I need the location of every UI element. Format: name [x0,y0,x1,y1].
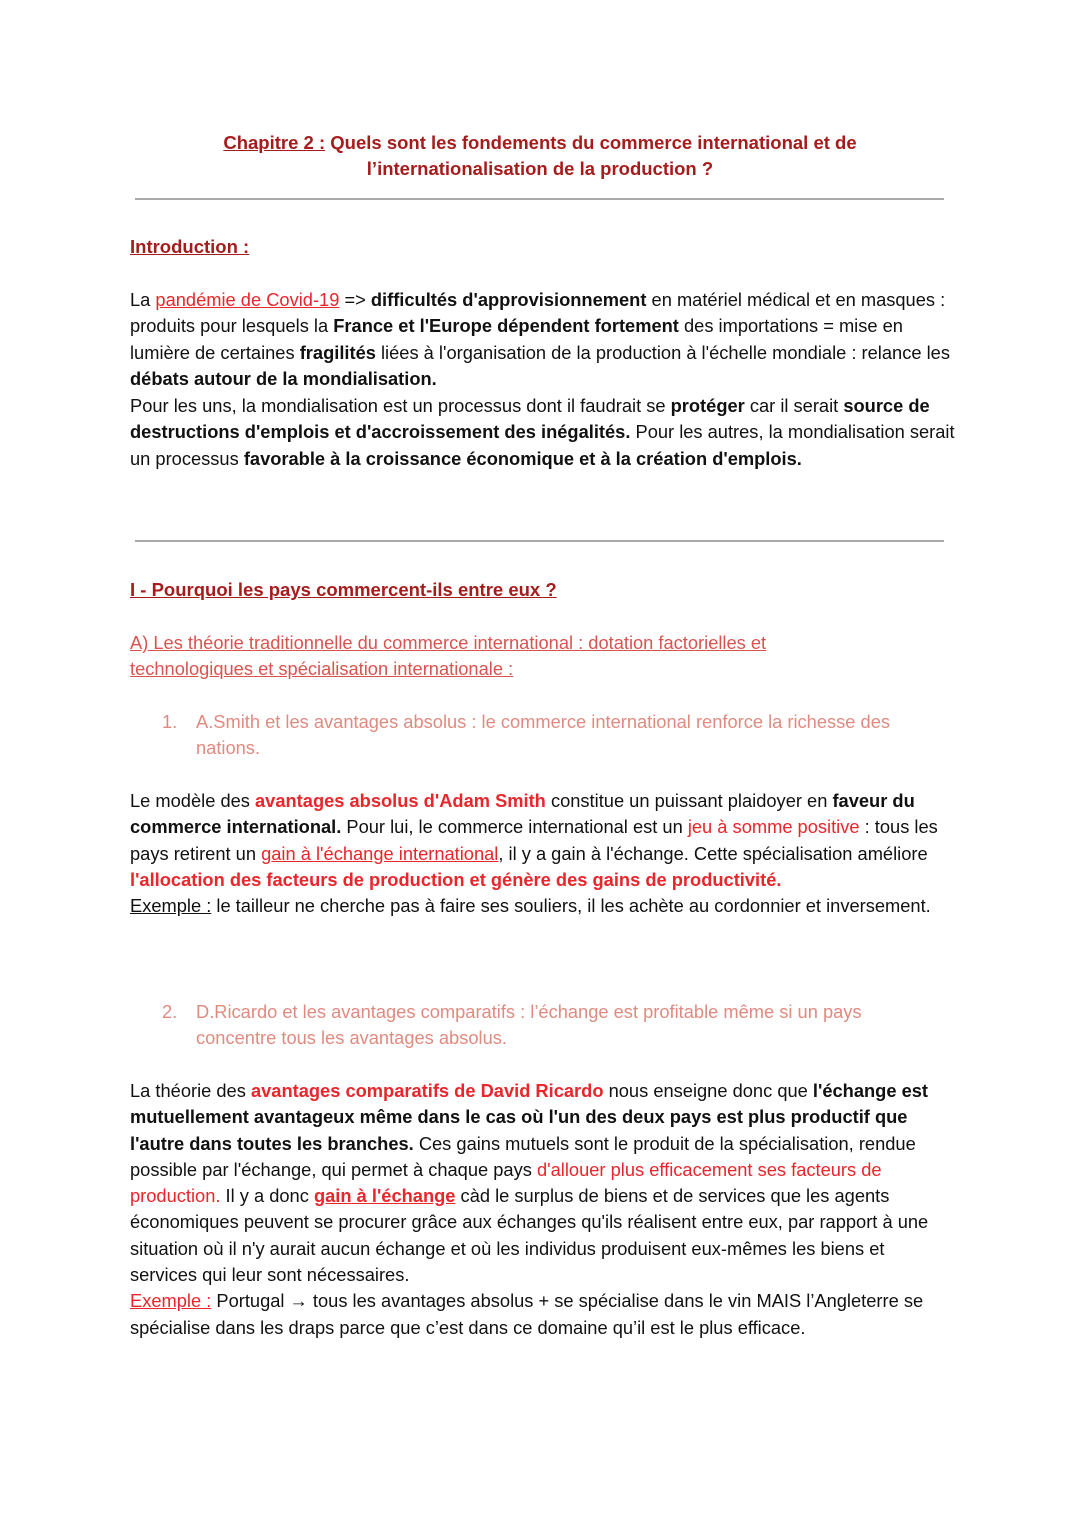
bold-text: France et l'Europe dépendent fortement [333,315,679,337]
text-run: des importations = mise en lumière de certaines [130,315,903,363]
chapter-label: Chapitre 2 : [223,132,326,153]
subsection-a-line1: A) Les théorie traditionnelle du commerce international : dotation factorielles et [130,632,767,653]
subsection-a-heading [130,630,910,683]
example-text: Portugal → tous les avantages absolus + se spécialise dans le vin MAIS l’Angleterre se spécialise dans les draps parce que c’est dans ce domaine qu’il est le plus efficace. [130,1290,924,1338]
text-run: en matériel médical et en masques : produits pour lesquels la [130,289,946,337]
introduction-heading: Introduction : [130,236,250,257]
text-run: Le modèle des [130,790,256,811]
smith-paragraph [130,788,955,919]
highlight-link: gain à l'échange [313,1185,456,1207]
text-run: càd le surplus de biens et de services que les agents économiques peuvent se procurer grâce aux échanges qu'ils réalisent entre eux, par rapport à une situation où il n'y aurait aucun échange et où les individus produisent eux-mêmes les biens et services qui leur sont nécessaires. [130,1185,929,1286]
text-run: Pour les autres, la mondialisation serait un processus [130,421,955,469]
example-label: Exemple : [130,895,212,917]
bold-text: faveur du commerce international. [130,790,915,838]
highlight-link: gain à l'échange international [261,842,499,864]
text-run: Il y a donc [220,1185,314,1207]
text-run: car il serait [744,395,844,416]
chapter-title-line2: l’internationalisation de la production ? [366,158,714,179]
highlight-text: d'allouer plus efficacement ses facteurs de production. [130,1158,882,1207]
bold-text: fragilités [299,341,376,363]
text-run: Pour les uns, la mondialisation est un processus dont il faudrait se [130,395,671,416]
text-run: , il y a gain à l'échange. Cette spécialisation améliore [498,842,928,864]
text-run: nous enseigne donc que [603,1080,813,1101]
introduction-paragraph-2 [130,393,955,472]
chapter-title [130,130,950,182]
divider [135,540,944,542]
list-number: 2. [162,1001,178,1022]
text-run: : tous les pays retirent un [130,816,938,864]
text-run: constitue un puissant plaidoyer en [545,790,833,811]
text-run: Pour lui, le commerce international est un [341,816,688,838]
bold-text: protéger [670,395,745,416]
text-run: Ces gains mutuels sont le produit de la spécialisation, rendue possible par l'échange, qui permet à chaque pays [130,1132,916,1180]
text-run: => [339,289,371,310]
highlight-bold-text: avantages absolus d'Adam Smith [255,790,546,811]
list-item-ricardo [162,999,942,1052]
list-item-text: A.Smith et les avantages absolus : le commerce international renforce la richesse des nations. [196,711,891,759]
list-item-text: D.Ricardo et les avantages comparatifs : l’échange est profitable même si un pays concentre tous les avantages absolus. [196,1001,862,1049]
text-run: liées à l'organisation de la production à l'échelle mondiale : relance les [375,341,950,363]
list-number: 1. [162,711,178,732]
text-run: La théorie des [130,1080,251,1101]
highlight-text: jeu à somme positive [687,816,860,838]
bold-text: source de destructions d'emplois et d'accroissement des inégalités. [130,395,930,443]
example-label: Exemple : [130,1290,212,1312]
text-run: La [130,289,156,310]
introduction-paragraph-1 [130,287,955,392]
divider [135,198,944,200]
bold-text: l'échange est mutuellement avantageux même dans le cas où l'un des deux pays est plus productif que l'autre dans toutes les branches. [130,1080,929,1154]
bold-text: favorable à la croissance économique et à la création d'emplois. [243,447,802,469]
chapter-title-line1: Quels sont les fondements du commerce international et de [325,132,857,153]
ricardo-paragraph [130,1078,955,1341]
example-text: le tailleur ne cherche pas à faire ses souliers, il les achète au cordonnier et inversement. [211,895,931,917]
highlight-bold-text: avantages comparatifs de David Ricardo [250,1080,604,1101]
bold-text: débats autour de la mondialisation. [130,367,437,389]
section-1-heading: I - Pourquoi les pays commercent-ils entre eux ? [130,579,557,600]
list-item-smith [162,709,942,762]
bold-text: difficultés d'approvisionnement [370,289,647,310]
subsection-a-line2: technologiques et spécialisation internationale : [130,658,514,680]
highlight-bold-text: l'allocation des facteurs de production et génère des gains de productivité. [130,868,782,890]
highlight-link: pandémie de Covid-19 [155,289,340,310]
